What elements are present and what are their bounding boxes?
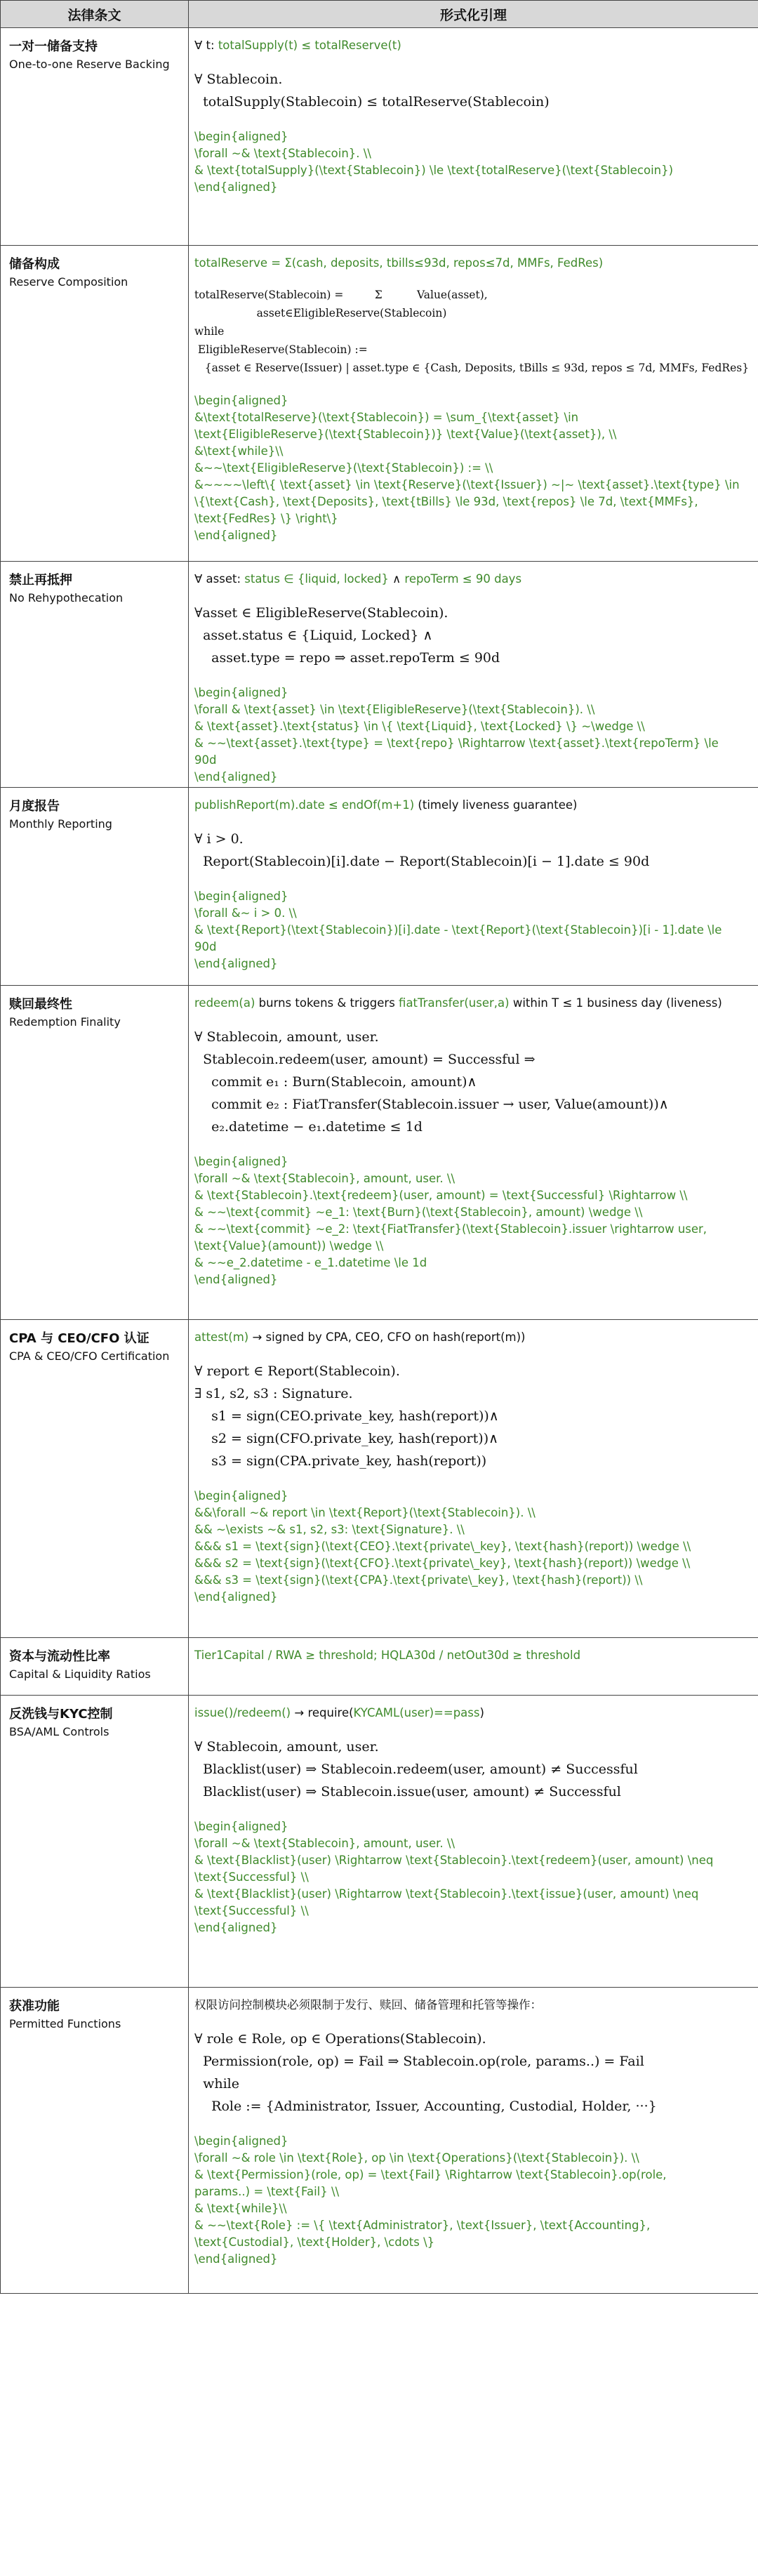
lemma-summary-segment: attest(m) — [194, 1330, 249, 1344]
latex-line: \text{FedRes} \} \right\} — [194, 512, 338, 525]
latex-line: & \text{Blacklist}(user) \Rightarrow \text{Stablecoin}.\text{issue}(user, amount) \neq — [194, 1887, 699, 1901]
clause-title-en: CPA & CEO/CFO Certification — [9, 1349, 170, 1363]
lemma-summary — [194, 254, 750, 272]
math-line: asset.type = repo ⇒ asset.repoTerm ≤ 90d — [194, 650, 500, 666]
latex-line: &~~~~\left\{ \text{asset} \in \text{Reserve}(\text{Issuer}) ~|~ \text{asset}.\text{type} \in — [194, 478, 740, 491]
math-formula — [194, 68, 750, 113]
math-line: ∀ Stablecoin, amount, user. — [194, 1029, 379, 1045]
table-row — [1, 1988, 758, 2294]
latex-line: & ~~\text{commit} ~e_2: \text{FiatTransfer}(\text{Stablecoin}.issuer \rightarrow user, — [194, 1222, 707, 1236]
latex-line: \forall ~& \text{Stablecoin}. \\ — [194, 147, 371, 160]
latex-line: & \text{Permission}(role, op) = \text{Fail} \Rightarrow \text{Stablecoin}.op(role, — [194, 2168, 667, 2181]
math-line: ∀ Stablecoin. — [194, 72, 283, 87]
latex-line: \end{aligned} — [194, 2252, 278, 2266]
latex-line: \end{aligned} — [194, 1921, 278, 1934]
formal-lemma-cell — [189, 1638, 758, 1696]
latex-line: & \text{Stablecoin}.\text{redeem}(user, amount) = \text{Successful} \Rightarrow \\ — [194, 1189, 688, 1202]
legal-clause-cell — [1, 246, 189, 562]
legal-clause-cell — [1, 1696, 189, 1988]
latex-line: \begin{aligned} — [194, 890, 288, 903]
formal-lemma-cell — [189, 246, 758, 562]
clause-title-zh: 月度报告 — [9, 799, 60, 814]
math-line: s1 = sign(CEO.private_key, hash(report))∧ — [194, 1408, 499, 1424]
latex-line: \forall & \text{asset} \in \text{EligibleReserve}(\text{Stablecoin}). \\ — [194, 703, 595, 716]
table-row — [1, 1320, 758, 1638]
clause-title-en: Monthly Reporting — [9, 817, 112, 831]
latex-line: \forall &~ i > 0. \\ — [194, 906, 297, 920]
lemma-summary-segment: → signed by CPA, CEO, CFO on hash(report(m)) — [248, 1330, 526, 1344]
table-row — [1, 28, 758, 246]
clause-title-zh: 获准功能 — [9, 1999, 60, 2014]
lemma-summary — [194, 37, 750, 54]
math-line: {asset ∈ Reserve(Issuer) | asset.type ∈ {Cash, Deposits, tBills ≤ 93d, repos ≤ 7d, MMFs, FedRes} — [194, 362, 750, 374]
latex-line: & \text{totalSupply}(\text{Stablecoin}) \le \text{totalReserve}(\text{Stablecoin}) — [194, 164, 674, 177]
latex-source — [194, 128, 750, 196]
latex-line: &&& s3 = \text{sign}(\text{CPA}.\text{private\_key}, \text{hash}(report)) \\ — [194, 1573, 643, 1587]
formal-lemma-cell — [189, 1988, 758, 2294]
latex-line: \end{aligned} — [194, 1273, 278, 1286]
latex-line: \text{Value}(amount)) \wedge \\ — [194, 1239, 384, 1253]
latex-line: \forall ~& \text{Stablecoin}, amount, user. \\ — [194, 1837, 456, 1850]
formal-lemma-cell — [189, 1696, 758, 1988]
latex-line: \begin{aligned} — [194, 686, 288, 699]
latex-line: & ~~\text{asset}.\text{type} = \text{repo} \Rightarrow \text{asset}.\text{repoTerm} \le — [194, 737, 719, 750]
latex-line: \end{aligned} — [194, 770, 278, 784]
latex-line: \end{aligned} — [194, 529, 278, 542]
latex-source — [194, 392, 750, 544]
math-line: ∀ role ∈ Role, op ∈ Operations(Stablecoin). — [194, 2031, 486, 2047]
math-line: Blacklist(user) ⇒ Stablecoin.redeem(user, amount) ≠ Successful — [194, 1762, 638, 1777]
math-line: Stablecoin.redeem(user, amount) = Successful ⇒ — [194, 1052, 536, 1067]
latex-line: &&& s1 = \text{sign}(\text{CEO}.\text{private\_key}, \text{hash}(report)) \wedge \\ — [194, 1540, 691, 1553]
math-line: Report(Stablecoin)[i].date − Report(Stablecoin)[i − 1].date ≤ 90d — [194, 854, 650, 869]
header-formal-lemma: 形式化引理 — [189, 1, 758, 28]
lemma-summary — [194, 796, 750, 814]
math-formula — [194, 1736, 750, 1803]
lemma-summary-segment: redeem(a) — [194, 996, 255, 1010]
math-formula — [194, 1360, 750, 1472]
lemma-summary — [194, 1646, 750, 1664]
latex-line: \begin{aligned} — [194, 130, 288, 143]
lemma-summary-segment: KYCAML(user)==pass — [353, 1706, 480, 1719]
lemma-summary — [194, 1704, 750, 1722]
formal-lemma-cell — [189, 986, 758, 1320]
lemma-summary — [194, 1996, 750, 2014]
latex-line: \end{aligned} — [194, 1590, 278, 1604]
lemma-summary-segment: fiatTransfer(user,a) — [399, 996, 510, 1010]
clause-title-en: One-to-one Reserve Backing — [9, 58, 170, 71]
latex-line: & ~~\text{Role} := \{ \text{Administrator}, \text{Issuer}, \text{Accounting}, — [194, 2219, 651, 2232]
clause-title-zh: 资本与流动性比率 — [9, 1649, 110, 1664]
legal-clause-cell — [1, 1988, 189, 2294]
latex-line: &~~\text{EligibleReserve}(\text{Stablecoin}) := \\ — [194, 461, 493, 475]
latex-line: \text{Successful} \\ — [194, 1870, 309, 1884]
table-header-row — [1, 1, 758, 28]
table-row — [1, 1638, 758, 1696]
legal-clause-cell — [1, 28, 189, 246]
legal-clause-cell — [1, 562, 189, 788]
latex-line: \text{Successful} \\ — [194, 1904, 309, 1917]
lemma-summary-segment: totalSupply(t) ≤ totalReserve(t) — [218, 39, 401, 52]
table-row — [1, 986, 758, 1320]
clause-title-zh: 赎回最终性 — [9, 997, 72, 1012]
latex-line: & \text{while}\\ — [194, 2202, 287, 2215]
formal-lemma-cell — [189, 28, 758, 246]
latex-source — [194, 685, 750, 786]
latex-line: &&& s2 = \text{sign}(\text{CFO}.\text{private\_key}, \text{hash}(report)) \wedge \\ — [194, 1557, 691, 1570]
latex-line: \begin{aligned} — [194, 1820, 288, 1833]
latex-source — [194, 1154, 750, 1288]
latex-line: &&\forall ~& report \in \text{Report}(\text{Stablecoin}). \\ — [194, 1506, 536, 1519]
latex-line: &\text{totalReserve}(\text{Stablecoin}) = \sum_{\text{asset} \in — [194, 411, 579, 424]
math-line: ∀ Stablecoin, amount, user. — [194, 1739, 379, 1755]
lemma-summary-segment: issue()/redeem() — [194, 1706, 291, 1719]
clause-title-zh: 反洗钱与KYC控制 — [9, 1707, 113, 1722]
lemma-summary-segment: status ∈ {liquid, locked} — [244, 572, 389, 586]
latex-line: && ~\exists ~& s1, s2, s3: \text{Signature}. \\ — [194, 1523, 465, 1536]
math-line: ∀ report ∈ Report(Stablecoin). — [194, 1363, 400, 1379]
math-formula — [194, 1026, 750, 1138]
latex-line: \text{Custodial}, \text{Holder}, \cdots \} — [194, 2235, 435, 2249]
math-line: while — [194, 2076, 239, 2092]
clause-title-en: Reserve Composition — [9, 275, 128, 289]
legal-clause-cell — [1, 788, 189, 986]
math-line: Role := {Administrator, Issuer, Accounting, Custodial, Holder, ···} — [194, 2099, 657, 2114]
latex-line: & ~~e_2.datetime - e_1.datetime \le 1d — [194, 1256, 427, 1269]
lemma-summary-segment: burns tokens & triggers — [255, 996, 399, 1010]
math-line: Blacklist(user) ⇒ Stablecoin.issue(user, amount) ≠ Successful — [194, 1784, 621, 1799]
clause-title-zh: 一对一储备支持 — [9, 39, 98, 54]
latex-source — [194, 888, 750, 972]
table-body — [1, 28, 758, 2294]
latex-line: 90d — [194, 753, 217, 767]
latex-line: \forall ~& role \in \text{Role}, op \in \text{Operations}(\text{Stablecoin}). \\ — [194, 2151, 639, 2165]
latex-line: \{\text{Cash}, \text{Deposits}, \text{tBills} \le 93d, \text{repos} \le 7d, \text{MMFs}, — [194, 495, 698, 508]
latex-line: \end{aligned} — [194, 957, 278, 970]
latex-line: \forall ~& \text{Stablecoin}, amount, user. \\ — [194, 1172, 456, 1185]
latex-line: \begin{aligned} — [194, 1489, 288, 1502]
math-line: totalReserve(Stablecoin) = Σ Value(asset), — [194, 289, 488, 301]
latex-line: 90d — [194, 940, 217, 953]
formal-lemma-cell — [189, 788, 758, 986]
lemma-summary-segment: → require( — [291, 1706, 354, 1719]
latex-line: & \text{Blacklist}(user) \Rightarrow \text{Stablecoin}.\text{redeem}(user, amount) \neq — [194, 1854, 714, 1867]
latex-source — [194, 1818, 750, 1936]
latex-line: & ~~\text{commit} ~e_1: \text{Burn}(\text{Stablecoin}, amount) \wedge \\ — [194, 1206, 643, 1219]
math-line: s2 = sign(CFO.private_key, hash(report))∧ — [194, 1431, 499, 1446]
clause-title-zh: 禁止再抵押 — [9, 573, 72, 588]
lemma-summary-segment: (timely liveness guarantee) — [414, 798, 578, 812]
latex-line: params..) = \text{Fail} \\ — [194, 2185, 340, 2198]
clause-title-en: BSA/AML Controls — [9, 1725, 109, 1738]
lemma-summary-segment: within T ≤ 1 business day (liveness) — [509, 996, 722, 1010]
math-line: ∀ i > 0. — [194, 831, 244, 847]
math-line: ∀asset ∈ EligibleReserve(Stablecoin). — [194, 605, 448, 621]
clause-title-en: Capital & Liquidity Ratios — [9, 1667, 151, 1681]
lemma-summary-segment: ∧ — [388, 572, 405, 586]
latex-line: \end{aligned} — [194, 180, 278, 194]
math-line: commit e₂ : FiatTransfer(Stablecoin.issuer → user, Value(amount))∧ — [194, 1097, 669, 1112]
lemma-summary-segment: 权限访问控制模块必须限制于发行、赎回、储备管理和托管等操作： — [194, 1998, 542, 2012]
lemma-summary-segment: totalReserve = Σ(cash, deposits, tbills≤93d, repos≤7d, MMFs, FedRes) — [194, 256, 604, 270]
lemma-summary-segment: ∀ asset: — [194, 572, 245, 586]
latex-line: \text{EligibleReserve}(\text{Stablecoin})} \text{Value}(\text{asset}), \\ — [194, 428, 617, 441]
clause-title-zh: 储备构成 — [9, 257, 60, 272]
table-row — [1, 1696, 758, 1988]
lemma-summary-segment: Tier1Capital / RWA ≥ threshold; HQLA30d / netOut30d ≥ threshold — [194, 1649, 581, 1662]
latex-line: & \text{Report}(\text{Stablecoin})[i].date - \text{Report}(\text{Stablecoin})[i - 1].date \le — [194, 923, 722, 937]
clause-title-en: Permitted Functions — [9, 2017, 121, 2030]
table-row — [1, 562, 758, 788]
header-legal-clause: 法律条文 — [1, 1, 189, 28]
latex-line: \begin{aligned} — [194, 2134, 288, 2148]
lemma-summary-segment: ∀ t: — [194, 39, 218, 52]
math-formula — [194, 828, 750, 873]
lemma-summary — [194, 994, 750, 1012]
latex-line: \begin{aligned} — [194, 1155, 288, 1168]
math-formula — [194, 286, 750, 377]
latex-source — [194, 2133, 750, 2268]
legal-clause-cell — [1, 986, 189, 1320]
clause-title-en: No Rehypothecation — [9, 591, 124, 605]
lemma-summary-segment: repoTerm ≤ 90 days — [404, 572, 522, 586]
formal-lemma-cell — [189, 562, 758, 788]
clause-title-zh: CPA 与 CEO/CFO 认证 — [9, 1331, 149, 1346]
math-formula — [194, 602, 750, 669]
math-line: s3 = sign(CPA.private_key, hash(report)) — [194, 1453, 487, 1469]
math-formula — [194, 2028, 750, 2118]
latex-line: \begin{aligned} — [194, 394, 288, 407]
formal-lemma-cell — [189, 1320, 758, 1638]
lemma-summary-segment: ) — [479, 1706, 484, 1719]
lemma-summary — [194, 1328, 750, 1346]
math-line: e₂.datetime − e₁.datetime ≤ 1d — [194, 1119, 423, 1135]
math-line: asset.status ∈ {Liquid, Locked} ∧ — [194, 628, 433, 643]
table-row — [1, 246, 758, 562]
clause-title-en: Redemption Finality — [9, 1015, 121, 1029]
math-line: totalSupply(Stablecoin) ≤ totalReserve(Stablecoin) — [194, 94, 550, 110]
latex-line: & \text{asset}.\text{status} \in \{ \text{Liquid}, \text{Locked} \} ~\wedge \\ — [194, 720, 645, 733]
math-line: ∃ s1, s2, s3 : Signature. — [194, 1386, 353, 1401]
table-row — [1, 788, 758, 986]
latex-line: &\text{while}\\ — [194, 444, 284, 458]
math-line: while — [194, 325, 225, 338]
legal-clause-cell — [1, 1320, 189, 1638]
math-line: Permission(role, op) = Fail ⇒ Stablecoin.op(role, params..) = Fail — [194, 2054, 644, 2069]
legal-clause-cell — [1, 1638, 189, 1696]
math-line: commit e₁ : Burn(Stablecoin, amount)∧ — [194, 1074, 477, 1090]
lemma-summary-segment: publishReport(m).date ≤ endOf(m+1) — [194, 798, 415, 812]
lemma-summary — [194, 570, 750, 588]
math-line: asset∈EligibleReserve(Stablecoin) — [194, 307, 447, 319]
math-line: EligibleReserve(Stablecoin) := — [194, 343, 368, 356]
latex-source — [194, 1488, 750, 1606]
